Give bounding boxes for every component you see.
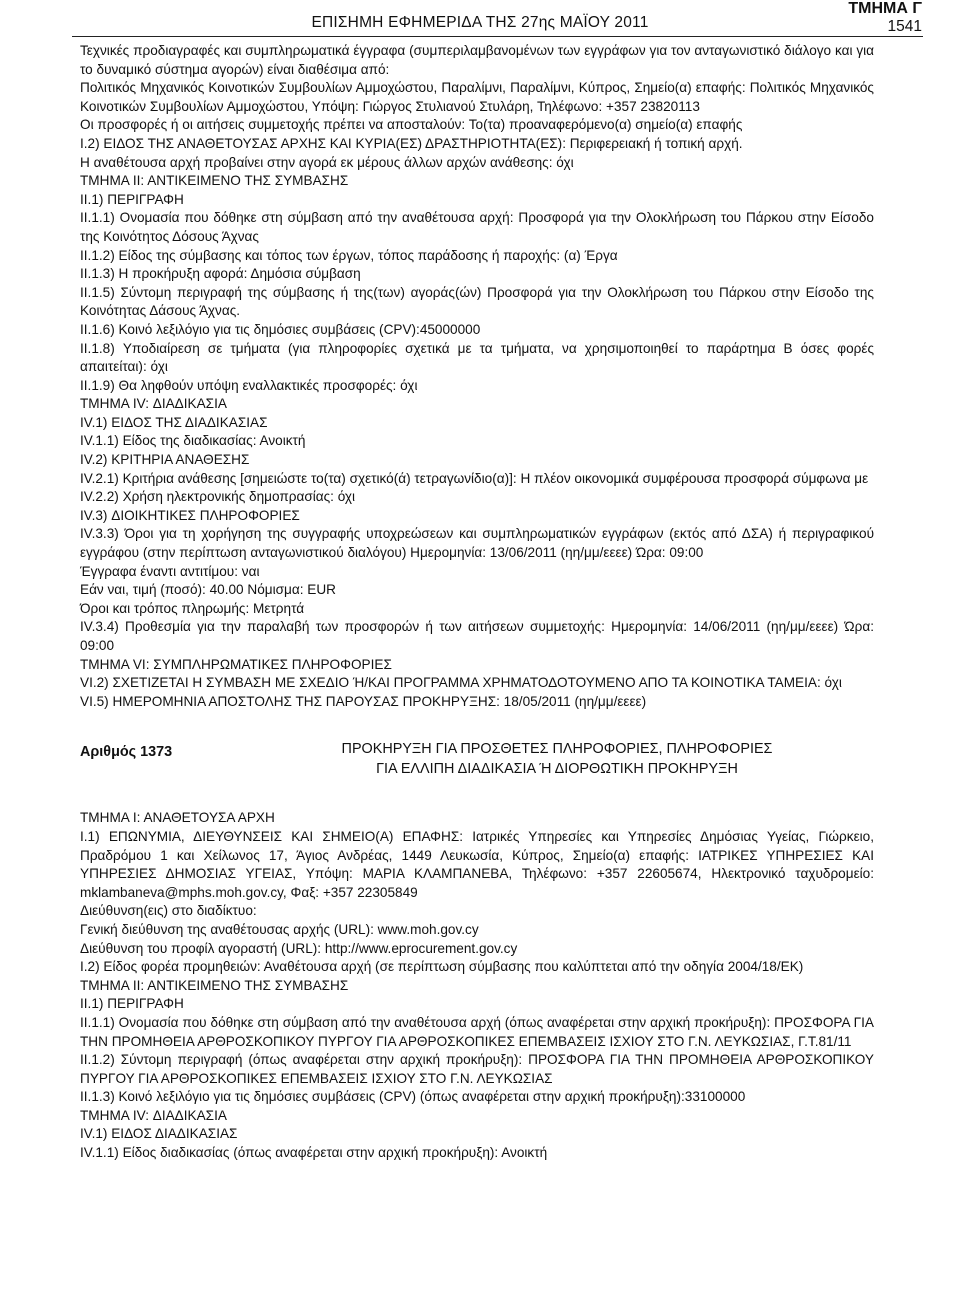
notice-1373-body [80,809,874,1162]
paragraph: Πολιτικός Μηχανικός Κοινοτικών Συμβουλίων Αμμοχώστου, Παραλίμνι, Παραλίμνι, Κύπρος, Σημείο(α) επαφής: Πολιτικός Μηχανικός Κοινοτικών Συμβουλίων Αμμοχώστου, Υπόψη: Γιώργος Στυλιανού Στυλάρη, Τηλέφωνο: +357 23820113 [80,80,874,114]
paragraph: I.2) Είδος φορέα προμηθειών: Αναθέτουσα αρχή (σε περίπτωση σύμβασης που καλύπτεται από την οδηγία 2004/18/ΕΚ) [80,959,804,975]
notice-title-line-2: ΓΙΑ ΕΛΛΙΠΗ ΔΙΑΔΙΚΑΣΙΑ Ή ΔΙΟΡΘΩΤΙΚΗ ΠΡΟΚΗΡΥΞΗ [376,761,738,778]
paragraph: II.1.9) Θα ληφθούν υπόψη εναλλακτικές προσφορές: όχι [80,377,418,393]
paragraph: VI.2) ΣΧΕΤΙΖΕΤΑΙ Η ΣΥΜΒΑΣΗ ΜΕ ΣΧΕΔΙΟ Ή/ΚΑΙ ΠΡΟΓΡΑΜΜΑ ΧΡΗΜΑΤΟΔΟΤΟΥΜΕΝΟ ΑΠΟ ΤΑ ΚΟΙΝΟΤΙΚΑ ΤΑΜΕΙΑ: όχι [80,675,842,691]
paragraph: VI.5) ΗΜΕΡΟΜΗΝΙΑ ΑΠΟΣΤΟΛΗΣ ΤΗΣ ΠΑΡΟΥΣΑΣ ΠΡΟΚΗΡΥΞΗΣ: 18/05/2011 (ηη/μμ/εεεε) [80,693,647,709]
paragraph: IV.3.4) Προθεσμία για την παραλαβή των προσφορών ή των αιτήσεων συμμετοχής: Ημερομηνία: 14/06/2011 (ηη/μμ/εεεε) Ώρα: 09:00 [80,619,874,653]
notice-title [80,739,954,779]
paragraph: ΤΜΗΜΑ Ι: ΑΝΑΘΕΤΟΥΣΑ ΑΡΧΗ [80,810,275,826]
paragraph: II.1.1) Ονομασία που δόθηκε στη σύμβαση από την αναθέτουσα αρχή: Προσφορά για την Ολοκλήρωση του Πάρκου στην Είσοδο της Κοινότητος Δόσους Άχνας [80,210,874,244]
paragraph: IV.1) ΕΙΔΟΣ ΤΗΣ ΔΙΑΔΙΚΑΣΙΑΣ [80,414,268,430]
paragraph: Έγγραφα έναντι αντιτίμου: ναι [80,563,260,579]
paragraph: II.1.3) Κοινό λεξιλόγιο για τις δημόσιες συμβάσεις (CPV) (όπως αναφέρεται στην αρχική προκήρυξη):33100000 [80,1089,746,1105]
page-number: 1541 [887,18,922,35]
paragraph: I.2) ΕΙΔΟΣ ΤΗΣ ΑΝΑΘΕΤΟΥΣΑΣ ΑΡΧΗΣ ΚΑΙ ΚΥΡΙΑ(ΕΣ) ΔΡΑΣΤΗΡΙΟΤΗΤΑ(ΕΣ): Περιφερειακή ή τοπική αρχή. [80,135,743,151]
paragraph: II.1.2) Είδος της σύμβασης και τόπος των έργων, τόπος παράδοσης ή παροχής: (α) Έργα [80,247,618,263]
paragraph: II.1) ΠΕΡΙΓΡΑΦΗ [80,191,184,207]
paragraph: IV.1.1) Είδος διαδικασίας (όπως αναφέρεται στην αρχική προκήρυξη): Ανοικτή [80,1145,548,1161]
section-label: ΤΜΗΜΑ Γ [848,0,922,17]
gazette-header-title: ΕΠΙΣΗΜΗ ΕΦΗΜΕΡΙΔΑ ΤΗΣ 27ης ΜΑΪΟΥ 2011 [311,14,649,31]
paragraph: II.1.1) Ονομασία που δόθηκε στη σύμβαση από την αναθέτουσα αρχή (όπως αναφέρεται στην αρχική προκήρυξη): ΠΡΟΣΦΟΡΑ ΓΙΑ ΤΗΝ ΠΡΟΜΗΘΕΙΑ ΑΡΘΡΟΣΚΟΠΙΚΟΥ ΠΥΡΓΟΥ ΓΙΑ ΑΡΘΡΟΣΚΟΠΙΚΕΣ ΕΠΕΜΒΑΣΕΙΣ ΙΣΧΙΟΥ ΣΤΟ Γ.Ν. ΛΕΥΚΩΣΙΑΣ, Γ.Τ.81/11 [80,1014,874,1049]
paragraph: II.1.2) Σύντομη περιγραφή (όπως αναφέρεται στην αρχική προκήρυξη): ΠΡΟΣΦΟΡΑ ΓΙΑ ΤΗΝ ΠΡΟΜΗΘΕΙΑ ΑΡΘΡΟΣΚΟΠΙΚΟΥ ΠΥΡΓΟΥ ΓΙΑ ΑΡΘΡΟΣΚΟΠΙΚΕΣ ΕΠΕΜΒΑΣΕΙΣ ΙΣΧΙΟΥ ΣΤΟ Γ.Ν. ΛΕΥΚΩΣΙΑΣ [80,1052,874,1086]
paragraph: IV.2.2) Χρήση ηλεκτρονικής δημοπρασίας: όχι [80,489,356,505]
paragraph: ΤΜΗΜΑ IV: ΔΙΑΔΙΚΑΣΙΑ [80,396,227,412]
paragraph: Η αναθέτουσα αρχή προβαίνει στην αγορά εκ μέρους άλλων αρχών ανάθεσης: όχι [80,154,574,170]
paragraph: Εάν ναι, τιμή (ποσό): 40.00 Νόμισμα: EUR [80,582,336,598]
paragraph: ΤΜΗΜΑ ΙΙ: ΑΝΤΙΚΕΙΜΕΝΟ ΤΗΣ ΣΥΜΒΑΣΗΣ [80,977,349,993]
notice-title-line-1: ΠΡΟΚΗΡΥΞΗ ΓΙΑ ΠΡΟΣΘΕΤΕΣ ΠΛΗΡΟΦΟΡΙΕΣ, ΠΛΗΡΟΦΟΡΙΕΣ [341,741,773,758]
paragraph: ΤΜΗΜΑ ΙΙ: ΑΝΤΙΚΕΙΜΕΝΟ ΤΗΣ ΣΥΜΒΑΣΗΣ [80,173,349,189]
paragraph: IV.1) ΕΙΔΟΣ ΔΙΑΔΙΚΑΣΙΑΣ [80,1126,238,1142]
paragraph: I.1) ΕΠΩΝΥΜΙΑ, ΔΙΕΥΘΥΝΣΕΙΣ ΚΑΙ ΣΗΜΕΙΟ(Α) ΕΠΑΦΗΣ: Ιατρικές Υπηρεσίες και Υπηρεσίες Δημόσιας Υγείας, Γιώρκειο, Πραδρόμου 1 και Χείλωνος 17, Άγιος Ανδρέας, 1449 Λευκωσία, Κύπρος, Σημείο(α) επαφής: ΙΑΤΡΙΚΕΣ ΥΠΗΡΕΣΙΕΣ ΚΑΙ ΥΠΗΡΕΣΙΕΣ ΔΗΜΟΣΙΑΣ ΥΓΕΙΑΣ, Υπόψη: ΜΑΡΙΑ ΚΛΑΜΠΑΝΕΒΑ, Τηλέφωνο: +357 22605674, Ηλεκτρονικό ταχυδρομείο: mklambaneva@mphs.moh.gov.cy, Φαξ: +357 22305849 [80,828,874,900]
paragraph: IV.2.1) Κριτήρια ανάθεσης [σημειώστε το(τα) σχετικό(ά) τετραγωνίδιο(α)]: Η πλέον οικονομικά συμφέρουσα προσφορά σύμφωνα με [80,470,869,486]
paragraph: II.1) ΠΕΡΙΓΡΑΦΗ [80,996,184,1012]
notice-heading [80,739,874,801]
paragraph: IV.2) ΚΡΙΤΗΡΙΑ ΑΝΑΘΕΣΗΣ [80,452,250,468]
paragraph: ΤΜΗΜΑ VI: ΣΥΜΠΛΗΡΩΜΑΤΙΚΕΣ ΠΛΗΡΟΦΟΡΙΕΣ [80,656,392,672]
paragraph: Τεχνικές προδιαγραφές και συμπληρωματικά έγγραφα (συμπεριλαμβανομένων των εγγράφων για τον ανταγωνιστικό διάλογο και για το δυναμικό σύστημα αγορών) είναι διαθέσιμα από: [80,43,874,77]
header-rule [72,36,923,37]
paragraph: II.1.5) Σύντομη περιγραφή της σύμβασης ή της(των) αγοράς(ών) Προσφορά για την Ολοκλήρωση του Πάρκου στην Είσοδο της Κοινότητας Δάσους Άχνας. [80,284,874,319]
paragraph: IV.1.1) Είδος της διαδικασίας: Ανοικτή [80,433,306,449]
paragraph: IV.3) ΔΙΟΙΚΗΤΙΚΕΣ ΠΛΗΡΟΦΟΡΙΕΣ [80,507,300,523]
paragraph: II.1.6) Κοινό λεξιλόγιο για τις δημόσιες συμβάσεις (CPV):45000000 [80,321,481,337]
notice-previous-continuation [80,42,874,711]
paragraph: Οι προσφορές ή οι αιτήσεις συμμετοχής πρέπει να αποσταλούν: Το(τα) προαναφερόμενο(α) σημείο(α) επαφής [80,117,743,133]
notice-number: Αριθμός 1373 [80,744,173,761]
paragraph: Όροι και τρόπος πληρωμής: Μετρητά [80,600,305,616]
paragraph: Διεύθυνση(εις) στο διαδίκτυο: [80,903,257,919]
document-body [80,42,874,1163]
paragraph: II.1.3) Η προκήρυξη αφορά: Δημόσια σύμβαση [80,266,361,282]
paragraph: Διεύθυνση του προφίλ αγοραστή (URL): http://www.eprocurement.gov.cy [80,940,518,956]
paragraph: II.1.8) Υποδιαίρεση σε τμήματα (για πληροφορίες σχετικά με τα τμήματα, να χρησιμοποιηθεί το παράρτημα Β όσες φορές απαιτείται): όχι [80,340,874,375]
paragraph: Γενική διεύθυνση της αναθέτουσας αρχής (URL): www.moh.gov.cy [80,921,479,937]
header-right [848,0,922,36]
paragraph: ΤΜΗΜΑ IV: ΔΙΑΔΙΚΑΣΙΑ [80,1107,227,1123]
paragraph: IV.3.3) Όροι για τη χορήγηση της συγγραφής υποχρεώσεων και συμπληρωματικών εγγράφων (εκτός από ΔΣΑ) ή περιγραφικού εγγράφου (στην περίπτωση ανταγωνιστικού διαλόγου) Ημερομηνία: 13/06/2011 (ηη/μμ/εεεε) Ώρα: 09:00 [80,526,874,561]
